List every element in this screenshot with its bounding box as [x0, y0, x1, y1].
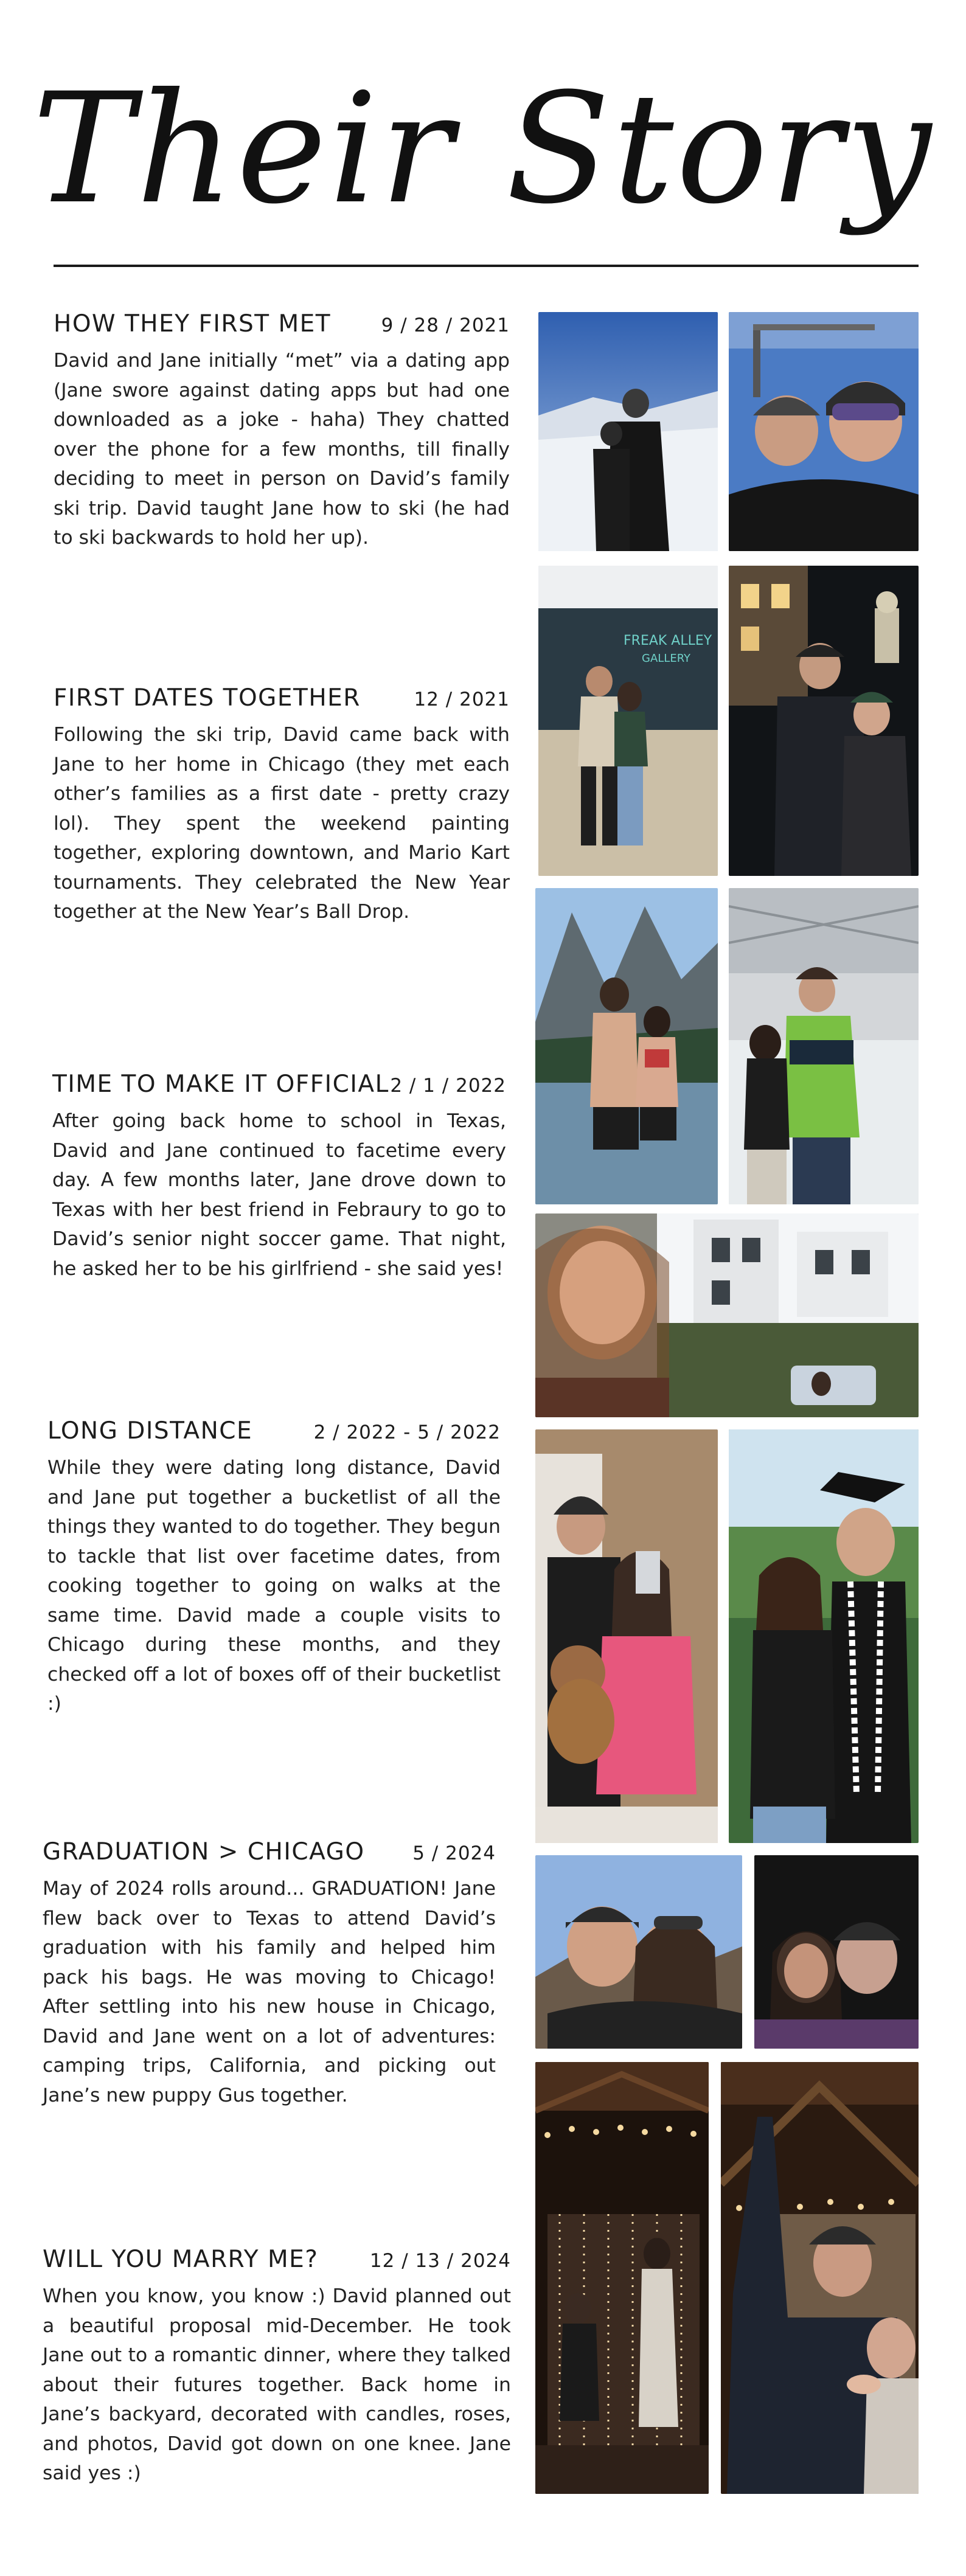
section-date: 5 / 2024: [412, 1842, 496, 1864]
section-body: When you know, you know :) David planned out a beautiful proposal mid-December. He took Jane out to a romantic dinner, where they talked about their futures together. Back home in Jane’s backyard, decorated with candles, roses, and photos, David got down on one knee. Jane said yes :): [43, 2285, 511, 2484]
photo-chicago-night: [729, 566, 919, 876]
svg-text:FREAK ALLEY: FREAK ALLEY: [624, 633, 712, 648]
story-section-proposal: [43, 2246, 511, 2488]
section-title: GRADUATION > CHICAGO: [43, 1838, 365, 1866]
section-title: HOW THEY FIRST MET: [54, 310, 332, 338]
photo-couple-selfie: [535, 1855, 742, 2049]
section-body: While they were dating long distance, David and Jane put together a bucketlist of all the things they wanted to do together. They begun to tackle that list over facetime dates, from cooking together to going on walks at the same time. David made a couple visits to Chicago during these months, and they checked off a lot of boxes off of their bucketlist :): [47, 1457, 501, 1715]
story-section-long-distance: [47, 1417, 501, 1719]
photo-proposal-lights: [535, 2062, 709, 2494]
page-title: Their Story: [32, 60, 934, 237]
section-body: David and Jane initially “met” via a dating app (Jane swore against dating apps but had one downloaded as a joke - haha) They chatted over the phone for a few months, till finally deciding to meet in person on David’s family ski trip. David taught Jane how to ski (he had to ski backwards to hold her up).: [54, 350, 510, 549]
section-body: May of 2024 rolls around... GRADUATION! Jane flew back over to Texas to attend David’s graduation with his family and helped him pack his bags. He was moving to Chicago! After settling into his new house in Chicago, David and Jane went on a lot of adventures: camping trips, California, and picking out Jane’s new puppy Gus together.: [43, 1878, 496, 2106]
section-date: 12 / 2021: [414, 689, 510, 710]
photo-night-selfie: [754, 1855, 919, 2049]
photo-ski-selfie: [729, 312, 919, 551]
story-section-first-met: [54, 310, 510, 553]
photo-ice-rink: [729, 888, 919, 1204]
section-body: Following the ski trip, David came back with Jane to her home in Chicago (they met each other’s families as a first date - pretty crazy lol). They spent the weekend painting together, exploring downtown, and Mario Kart tournaments. They celebrated the New Year together at the New Year’s Ball Drop.: [54, 724, 510, 923]
section-date: 12 / 13 / 2024: [369, 2250, 511, 2272]
section-title: WILL YOU MARRY ME?: [43, 2246, 319, 2273]
photo-graduation: [729, 1429, 919, 1843]
photo-proposal-ring: [721, 2062, 919, 2494]
section-date: 9 / 28 / 2021: [381, 314, 510, 336]
section-date: 2 / 2022 - 5 / 2022: [313, 1422, 501, 1443]
photo-mirror-selfie: [535, 1429, 718, 1843]
photo-mountain-lake: [535, 888, 718, 1204]
story-section-first-dates: [54, 684, 510, 927]
story-section-graduation: [43, 1838, 496, 2110]
section-title: FIRST DATES TOGETHER: [54, 684, 361, 712]
photo-facetime: [535, 1213, 919, 1417]
svg-text:GALLERY: GALLERY: [642, 652, 691, 665]
section-body: After going back home to school in Texas, David and Jane continued to facetime every day. A few months later, Jane drove down to Texas with her best friend in Febraury to go to David’s senior night soccer game. That night, he asked her to be his girlfriend - she said yes!: [52, 1110, 506, 1280]
title-divider: [54, 265, 919, 267]
section-title: TIME TO MAKE IT OFFICIAL: [52, 1071, 389, 1098]
photo-ski-slope: [538, 312, 718, 551]
section-title: LONG DISTANCE: [47, 1417, 253, 1445]
story-section-official: [52, 1071, 506, 1283]
photo-freak-alley: [538, 566, 718, 876]
section-date: 2 / 1 / 2022: [390, 1075, 506, 1097]
